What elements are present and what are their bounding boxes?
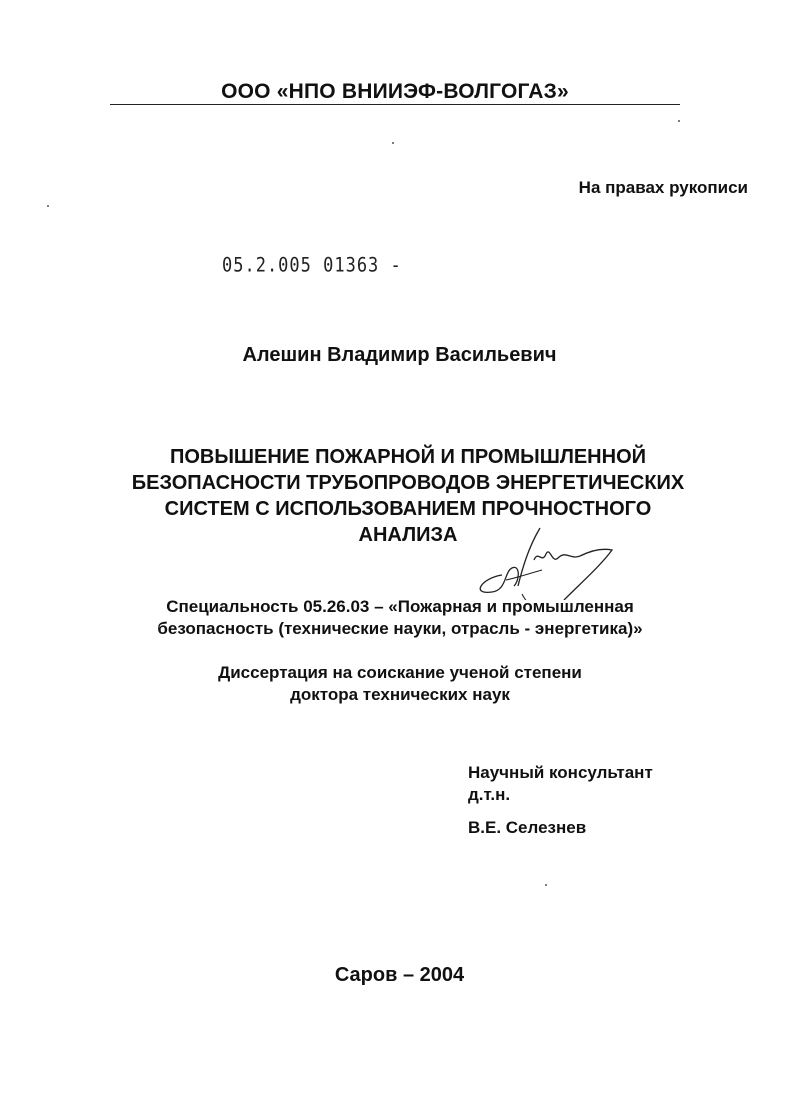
author-name: Алешин Владимир Васильевич bbox=[242, 344, 557, 366]
degree-line: Диссертация на соискание ученой степени bbox=[218, 663, 582, 682]
place-year: Саров – 2004 bbox=[334, 964, 465, 986]
manuscript-note: На правах рукописи bbox=[578, 178, 748, 197]
consultant-role: Научный консультант bbox=[468, 763, 653, 782]
header-divider bbox=[110, 104, 680, 105]
specialty-line: Специальность 05.26.03 – «Пожарная и промышленная bbox=[166, 597, 634, 616]
degree-line: доктора технических наук bbox=[290, 685, 510, 704]
title-line: СИСТЕМ С ИСПОЛЬЗОВАНИЕМ ПРОЧНОСТНОГО bbox=[164, 498, 652, 520]
degree-statement bbox=[80, 662, 720, 706]
registration-stamp: 05.2.005 01363 - bbox=[222, 254, 402, 277]
signature-icon bbox=[462, 520, 632, 600]
title-line: АНАЛИЗА bbox=[358, 524, 458, 546]
title-line: БЕЗОПАСНОСТИ ТРУБОПРОВОДОВ ЭНЕРГЕТИЧЕСКИХ bbox=[131, 472, 685, 494]
specialty-line: безопасность (технические науки, отрасль - энергетика)» bbox=[157, 619, 643, 638]
scan-speck bbox=[678, 120, 680, 122]
title-line: ПОВЫШЕНИЕ ПОЖАРНОЙ И ПРОМЫШЛЕННОЙ bbox=[169, 446, 647, 468]
specialty bbox=[80, 596, 720, 640]
consultant-degree: д.т.н. bbox=[468, 785, 511, 804]
scan-speck bbox=[392, 142, 394, 144]
organization-title: ООО «НПО ВНИИЭФ-ВОЛГОГАЗ» bbox=[221, 80, 569, 103]
dissertation-title bbox=[80, 444, 736, 548]
consultant-name: В.Е. Селезнев bbox=[468, 818, 587, 837]
consultant-block bbox=[468, 762, 653, 806]
scan-speck bbox=[545, 884, 547, 886]
scan-speck bbox=[47, 205, 49, 207]
